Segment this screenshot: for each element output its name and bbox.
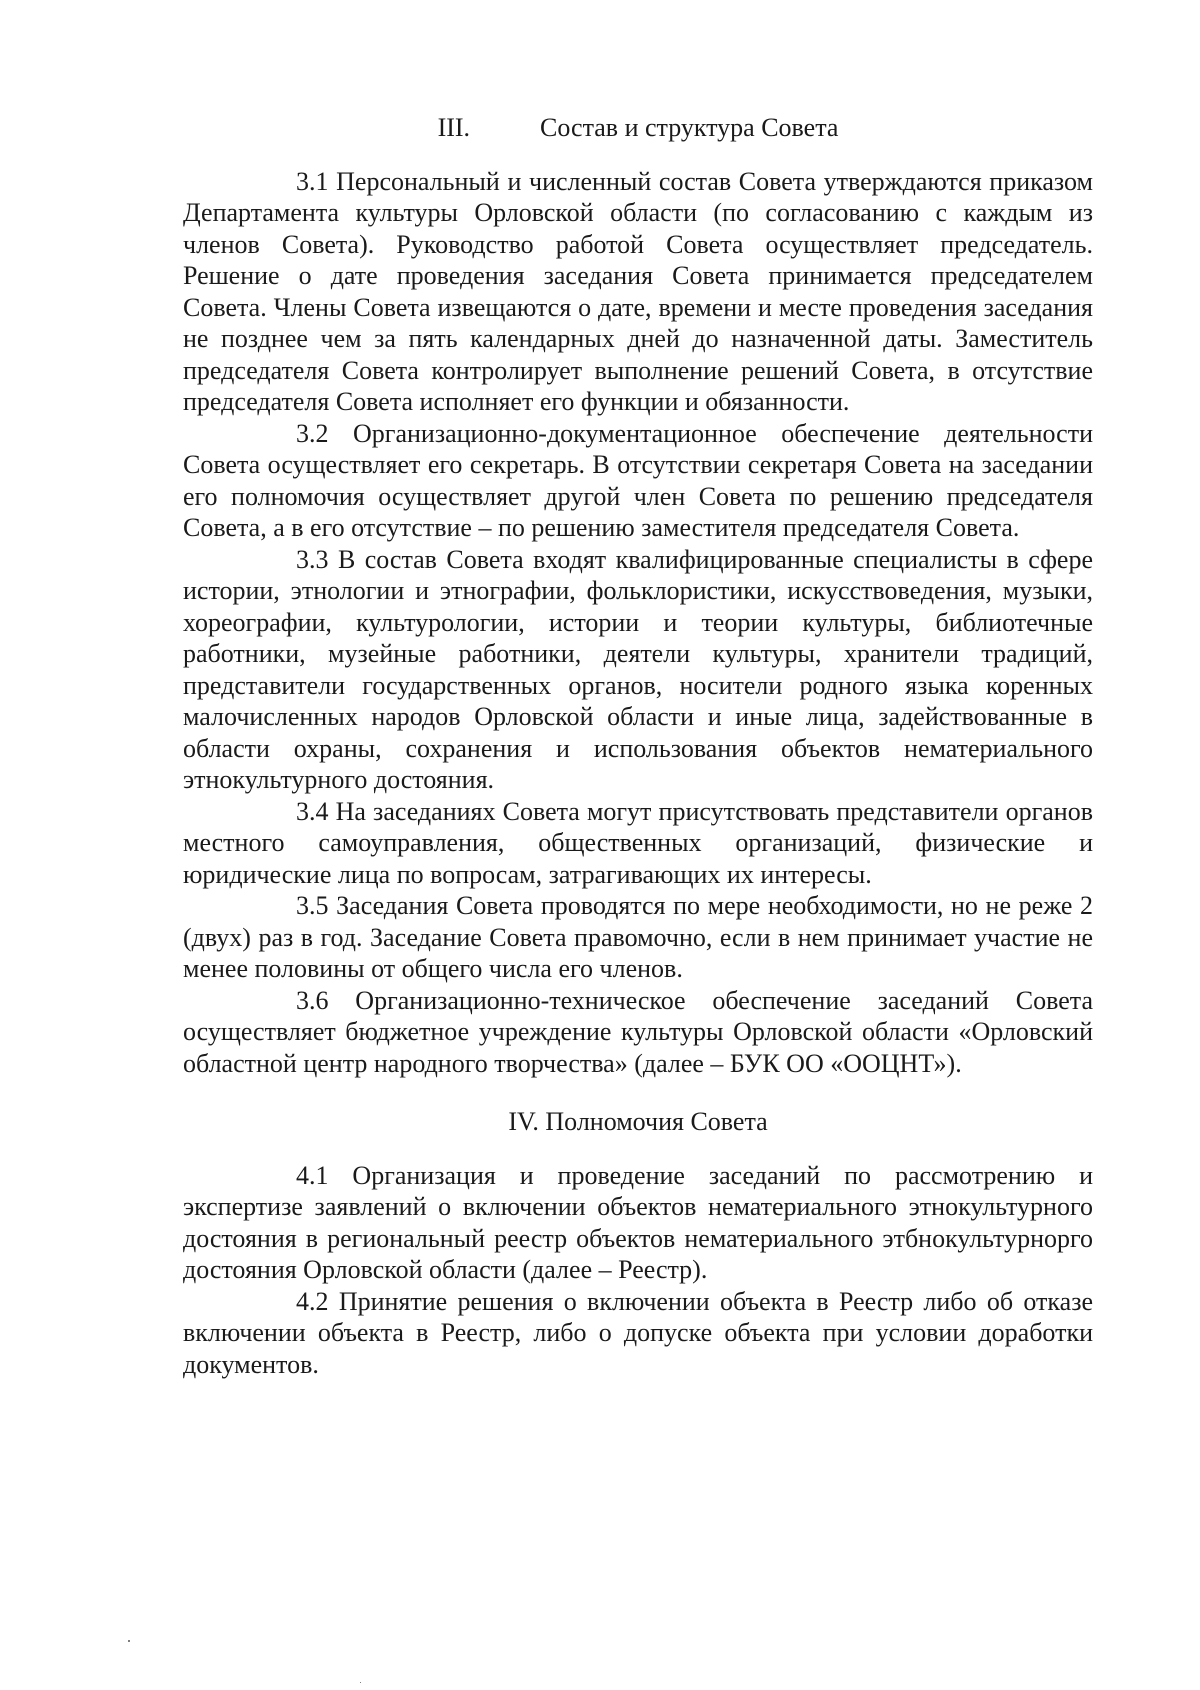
spacer bbox=[183, 144, 1093, 166]
spacer bbox=[183, 1138, 1093, 1160]
section-4-title: IV. Полномочия Совета bbox=[508, 1107, 768, 1136]
document-page bbox=[183, 112, 1093, 1380]
paragraph-3-1: 3.1 Персональный и численный состав Совета утверждаются приказом Департамента культуры Орловской области (по согласованию с каждым из членов Совета). Руководство работой Совета осуществляет председатель. Решение о дате проведения заседания Совета принимается председателем Совета. Члены Совета извещаются о дате, времени и месте проведения заседания не позднее чем за пять календарных дней до назначенной даты. Заместитель председателя Совета контролирует выполнение решений Совета, в отсутствие председателя Совета исполняет его функции и обязанности. bbox=[183, 166, 1093, 416]
section-3-title: Состав и структура Совета bbox=[540, 113, 839, 142]
paragraph-3-4: 3.4 На заседаниях Совета могут присутствовать представители органов местного самоуправления, общественных организаций, физические и юридические лица по вопросам, затрагивающих их интересы. bbox=[183, 796, 1093, 889]
paragraph-3-5: 3.5 Заседания Совета проводятся по мере необходимости, но не реже 2 (двух) раз в год. Заседание Совета правомочно, если в нем принимает участие не менее половины от общего числа его членов. bbox=[183, 891, 1093, 983]
paragraph-4-1: 4.1 Организация и проведение заседаний по рассмотрению и экспертизе заявлений о включении объектов нематериального этнокультурного достояния в региональный реестр объектов нематериального этбнокультурнорго достояния Орловской области (далее – Реестр). bbox=[183, 1160, 1093, 1284]
paragraph-3-2: 3.2 Организационно-документационное обеспечение деятельности Совета осуществляет его секретарь. В отсутствии секретаря Совета на заседании его полномочия осуществляет другой член Совета по решению председателя Совета, а в его отсутствие – по решению заместителя председателя Совета. bbox=[183, 418, 1093, 542]
spacer bbox=[183, 1079, 1093, 1106]
section-3-number: III. bbox=[437, 113, 471, 142]
scan-speck bbox=[128, 1640, 130, 1642]
scan-speck bbox=[360, 1682, 361, 1683]
paragraph-3-6: 3.6 Организационно-техническое обеспечение заседаний Совета осуществляет бюджетное учреждение культуры Орловской области «Орловский областной центр народного творчества» (далее – БУК ОО «ООЦНТ»). bbox=[183, 985, 1093, 1078]
paragraph-3-3: 3.3 В состав Совета входят квалифицированные специалисты в сфере истории, этнологии и этнографии, фольклористики, искусствоведения, музыки, хореографии, культурологии, истории и теории культуры, библиотечные работники, музейные работники, деятели культуры, хранители традиций, представители государственных органов, носители родного языка коренных малочисленных народов Орловской области и иные лица, задействованные в области охраны, сохранения и использования объектов нематериального этнокультурного достояния. bbox=[183, 544, 1093, 794]
paragraph-4-2: 4.2 Принятие решения о включении объекта в Реестр либо об отказе включении объекта в Реестр, либо о допуске объекта при условии доработки документов. bbox=[183, 1286, 1093, 1379]
section-3-heading bbox=[183, 112, 1093, 144]
